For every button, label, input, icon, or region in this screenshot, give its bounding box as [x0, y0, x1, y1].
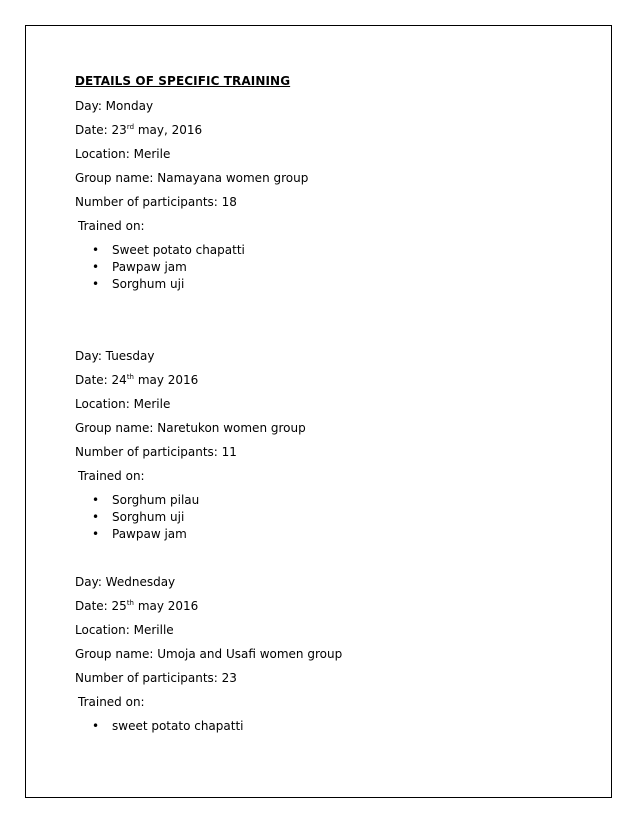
session-2-participants: Number of participants: 11 [75, 445, 237, 459]
list-item: • Sorghum pilau [75, 493, 199, 510]
session-3-participants: Number of participants: 23 [75, 671, 237, 685]
session-1-location: Location: Merile [75, 147, 171, 161]
list-item: • Pawpaw jam [75, 260, 245, 277]
session-3-day: Day: Wednesday [75, 575, 176, 589]
session-3-training-list [75, 719, 244, 736]
list-item: • Sorghum uji [75, 510, 199, 527]
session-3-location: Location: Merille [75, 623, 174, 637]
session-3-date: Date: 25th may 2016 [75, 599, 199, 613]
session-2-training-list [75, 493, 199, 544]
session-1-date: Date: 23rd may, 2016 [75, 123, 203, 137]
session-2-trained-on: Trained on: [78, 469, 145, 483]
session-3-trained-on: Trained on: [78, 695, 145, 709]
session-2-location: Location: Merile [75, 397, 171, 411]
list-item: • Sweet potato chapatti [75, 243, 245, 260]
list-item: • Sorghum uji [75, 277, 245, 294]
session-1-training-list [75, 243, 245, 294]
session-2-group: Group name: Naretukon women group [75, 421, 306, 435]
session-1-day: Day: Monday [75, 99, 154, 113]
list-item: • sweet potato chapatti [75, 719, 244, 736]
document-heading: DETAILS OF SPECIFIC TRAINING [75, 74, 291, 88]
session-2-date: Date: 24th may 2016 [75, 373, 199, 387]
session-1-trained-on: Trained on: [78, 219, 145, 233]
session-2-day: Day: Tuesday [75, 349, 155, 363]
session-3-group: Group name: Umoja and Usafi women group [75, 647, 343, 661]
list-item: • Pawpaw jam [75, 527, 199, 544]
session-1-group: Group name: Namayana women group [75, 171, 309, 185]
session-1-participants: Number of participants: 18 [75, 195, 237, 209]
